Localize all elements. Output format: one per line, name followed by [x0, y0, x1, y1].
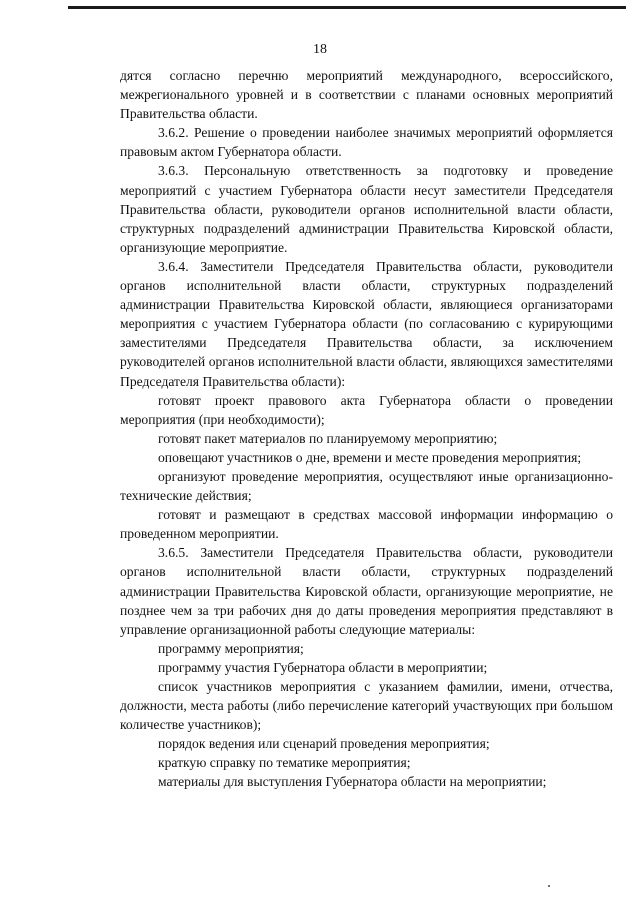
paragraph: 3.6.5. Заместители Председателя Правительства области, руководители органов исполнительной власти области, структурных подразделений администрации Правительства Кировской области, организующие мероприятие, не позднее чем за три рабочих дня до даты проведения мероприятия представляют в управление организационной работы следующие материалы:	[120, 545, 613, 637]
list-item: готовят проект правового акта Губернатора области о проведении мероприятия (при необходимости);	[120, 392, 613, 427]
list-item: список участников мероприятия с указанием фамилии, имени, отчества, должности, места работы (либо перечисление категорий участвующих при большом количестве участников);	[120, 679, 613, 733]
page-number: 18	[313, 42, 327, 57]
paragraph: 3.6.3. Персональную ответственность за подготовку и проведение мероприятий с участием Губернатора области несут заместители Председателя Правительства области, руководители органов исполнительной власти области, структурных подразделений администрации Правительства Кировской области, организующие мероприятие.	[120, 163, 613, 255]
list-item: оповещают участников о дне, времени и месте проведения мероприятия;	[158, 449, 582, 465]
document-body	[120, 66, 613, 792]
list-item: порядок ведения или сценарий проведения мероприятия;	[158, 736, 490, 752]
list-item: готовят пакет материалов по планируемому мероприятию;	[158, 430, 498, 446]
list-item: краткую справку по тематике мероприятия;	[158, 755, 411, 771]
paragraph: 3.6.2. Решение о проведении наиболее значимых мероприятий оформляется правовым актом Губернатора области.	[120, 125, 613, 160]
scan-speck	[548, 885, 550, 887]
paragraph: дятся согласно перечню мероприятий международного, всероссийского, межрегионального уровней и в соответствии с планами основных мероприятий Правительства области.	[120, 68, 613, 122]
list-item: материалы для выступления Губернатора области на мероприятии;	[158, 774, 547, 790]
list-item: программу мероприятия;	[158, 640, 304, 656]
paragraph: 3.6.4. Заместители Председателя Правительства области, руководители органов исполнительной власти области, структурных подразделений администрации Правительства Кировской области, являющиеся организаторами мероприятия с участием Губернатора области (по согласованию с курирующими заместителями Председателя Правительства области, за исключением руководителей органов исполнительной власти области, являющихся заместителями Председателя Правительства области):	[120, 258, 613, 389]
list-item: программу участия Губернатора области в мероприятии;	[158, 659, 488, 675]
top-border-line	[68, 6, 626, 9]
list-item: организуют проведение мероприятия, осуществляют иные организационно-технические действия;	[120, 468, 613, 504]
list-item: готовят и размещают в средствах массовой информации информацию о проведенном мероприятии.	[120, 507, 613, 542]
